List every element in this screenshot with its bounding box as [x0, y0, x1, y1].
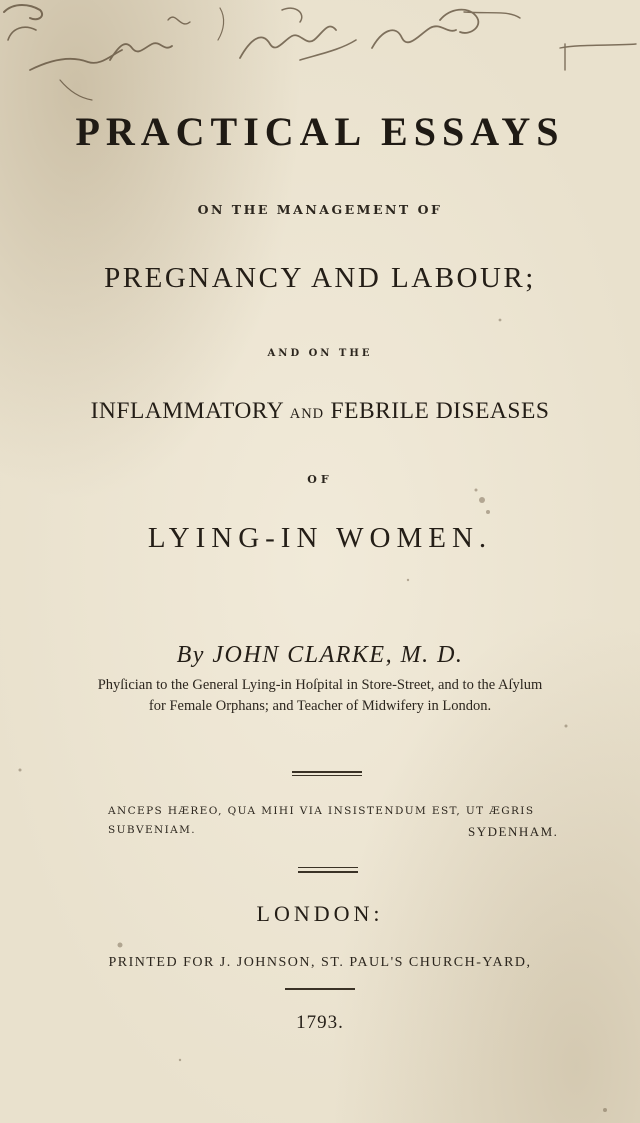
main-title: PRACTICAL ESSAYS [75, 109, 565, 154]
lying-in-title: LYING-IN WOMEN. [147, 522, 493, 554]
subtitle-of: OF [307, 473, 333, 486]
double-rule-top [292, 771, 362, 773]
epigraph-attribution: SYDENHAM. [468, 824, 559, 839]
double-rule-top-thin [292, 775, 362, 776]
imprint-rule [285, 988, 355, 990]
imprint-printer: PRINTED FOR J. JOHNSON, ST. PAUL'S CHURCH-YARD, [108, 955, 532, 970]
imprint-year: 1793. [296, 1012, 344, 1033]
imprint-place: LONDON: [256, 901, 384, 926]
epigraph-line-1: ANCEPS HÆREO, QUA MIHI VIA INSISTENDUM EST, UT ÆGRIS [108, 805, 535, 817]
double-rule-bottom [298, 871, 358, 873]
epigraph-line-2: SUBVENIAM. [108, 824, 197, 836]
inflammatory-title-part2: FEBRILE DISEASES [330, 398, 550, 424]
pregnancy-title: PREGNANCY AND LABOUR; [104, 262, 536, 294]
subtitle-on-the-management: ON THE MANAGEMENT OF [197, 202, 443, 217]
subtitle-and-on-the: AND ON THE [267, 348, 373, 359]
affiliation-line-1: Phyſician to the General Lying-in Hoſpital in Store-Street, and to the Aſylum [97, 677, 543, 693]
affiliation-line-2: for Female Orphans; and Teacher of Midwifery in London. [148, 698, 492, 714]
inflammatory-title-and: AND [289, 406, 325, 422]
inflammatory-title-part1: INFLAMMATORY [90, 398, 284, 424]
author-line: By JOHN CLARKE, M. D. [176, 642, 464, 668]
handwritten-inscription-icon [0, 0, 640, 105]
inflammatory-title [0, 398, 640, 425]
double-rule-bottom-thin [298, 867, 358, 868]
